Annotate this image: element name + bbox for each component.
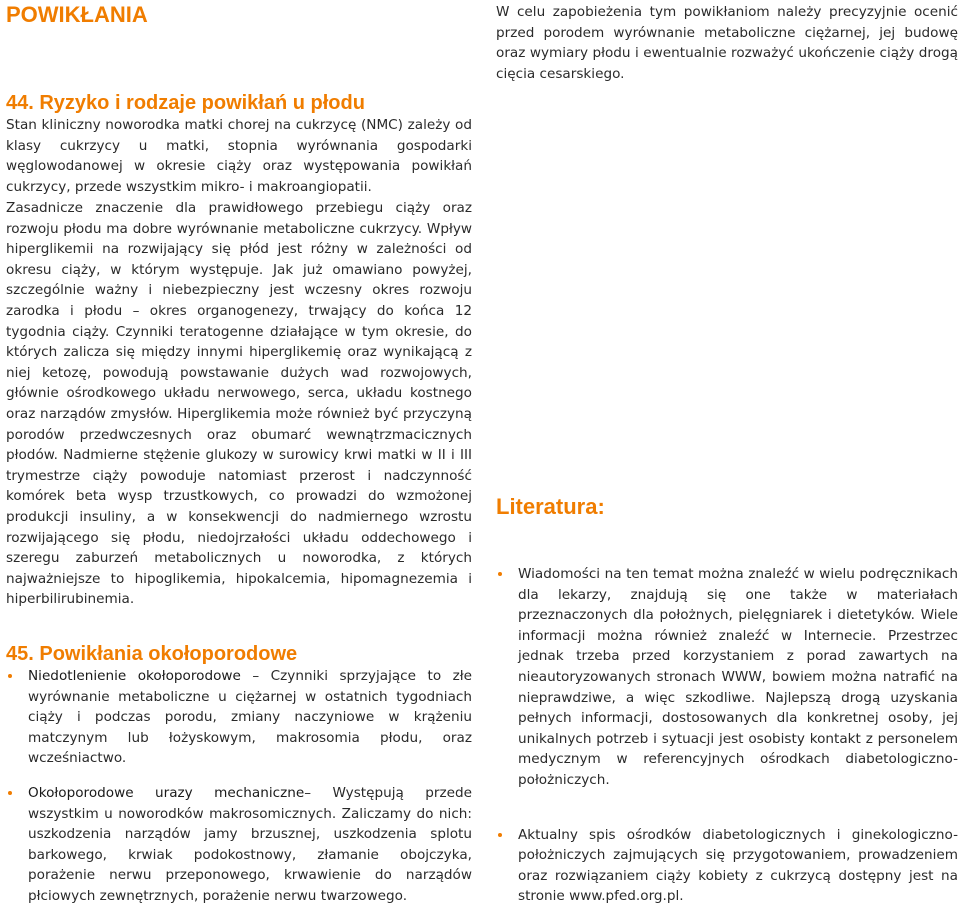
section-44-paragraph-1: Stan kliniczny noworodka matki chorej na cukrzycę (NMC) zależy od klasy cukrzycy u matki, stopnia wyrównania gospodarki węglowodanowej w okresie ciąży oraz występowania powikłań cukrzycy, przede wszystkim mikro- i makroangiopatii. xyxy=(6,117,472,195)
section-44-paragraph-2: Zasadnicze znaczenie dla prawidłowego przebiegu ciąży oraz rozwoju płodu ma dobre wyrównanie metaboliczne cukrzycy. Wpływ hiperglikemii na rozwijający się płód jest różny w zależności od okresu ciąży, w którym występuje. Jak już omawiano powyżej, szczególnie ważny i niebezpieczny jest wczesny okres rozwoju zarodka i płodu – okres organogenezy, trwający do końca 12 tygodnia ciąży. Czynniki teratogenne działające w tym okresie, do których zalicza się między innymi hiperglikemię oraz wynikającą z niej ketozę, powodują powstawanie dużych wad rozwojowych, głównie ośrodkowego układu nerwowego, serca, układu kostnego oraz narządów zmysłów. Hiperglikemia może również być przyczyną porodów przedwczesnych oraz obumarć wewnątrzmacicznych płodów. Nadmierne stężenie glukozy w surowicy krwi matki w II i III trymestrze ciąży powoduje natomiast przerost i nadczynność komórek beta wysp trzustkowych, co prowadzi do wzmożonej produkcji insuliny, a w konsekwencji do nadmiernego wzrostu rozwijającego się płodu, niedojrzałości układu oddechowego i szeregu zaburzeń metabolicznych u noworodka, z których najważniejsze to hipoglikemia, hipokalcemia, hipomagnezemia i hiperbilirubinemia. xyxy=(6,200,472,608)
list-item-text: Wiadomości na ten temat można znaleźć w wielu podręcznikach dla lekarzy, znajdują się one także w materiałach przeznaczonych dla położnych, pielęgniarek i dietetyków. Wiele informacji można również znaleźć w Internecie. Przestrzec jednak trzeba przed korzystaniem z porad zawartych na nieautoryzowanych stronach WWW, bowiem można natrafić na nieprawdziwe, a więc szkodliwe. Najlepszą drogą uzyskania pełnych informacji, dostosowanych dla konkretnej osoby, jej unikalnych potrzeb i sytuacji jest osobisty kontakt z personelem medycznym w referencyjnych ośrodkach diabetologiczno-położniczych. xyxy=(518,566,958,788)
list-item xyxy=(6,666,472,769)
section-45-list xyxy=(6,666,472,907)
section-45-heading: 45. Powikłania okołoporodowe xyxy=(6,643,298,665)
list-item xyxy=(496,564,958,791)
list-item xyxy=(6,783,472,907)
bullet-dot-icon xyxy=(8,791,12,795)
bullet-dot-icon xyxy=(498,572,502,576)
list-item-text: – Występują przede wszystkim u noworodków makrosomicznych. Zaliczamy do nich: uszkodzenia narządów jamy brzusznej, uszkodzenia splotu barkowego, krwiak podokostnowy, złamanie obojczyka, porażenie nerwu przeponowego, krwawienie do narządów płciowych zewnętrznych, porażenie nerwu twarzowego. xyxy=(28,784,472,904)
literature-list xyxy=(496,564,958,907)
literature-heading: Literatura: xyxy=(496,494,605,519)
list-item-term: Niedotlenienie okołoporodowe xyxy=(28,668,241,684)
page-title: POWIKŁANIA xyxy=(6,2,148,27)
list-item-text: – Czynniki sprzyjające to złe wyrównanie metaboliczne u ciężarnej w ostatnich tygodniach ciąży i podczas porodu, zmiany naczyniowe w krążeniu matczynym lub łożyskowym, makrosomia płodu, oraz wcześniactwo. xyxy=(28,668,472,767)
bullet-dot-icon xyxy=(8,674,12,678)
list-item-term: Okołoporodowe urazy mechaniczne xyxy=(28,784,305,801)
section-44-heading: 44. Ryzyko i rodzaje powikłań u płodu xyxy=(6,92,365,114)
bullet-dot-icon xyxy=(498,833,502,837)
list-item-text: Aktualny spis ośrodków diabetologicznych i ginekologiczno-położniczych zajmujących się przygotowaniem, prowadzeniem oraz rozwiązaniem ciąży kobiety z cukrzycą dostępny jest na stronie www.pfed.org.pl. xyxy=(518,826,958,905)
right-top-paragraph: W celu zapobieżenia tym powikłaniom należy precyzyjnie ocenić przed porodem wyrównanie metaboliczne ciężarnej, jej budowę oraz wymiary płodu i ewentualnie rozważyć ukończenie ciąży drogą cięcia cesarskiego. xyxy=(496,4,958,82)
list-item xyxy=(496,825,958,907)
